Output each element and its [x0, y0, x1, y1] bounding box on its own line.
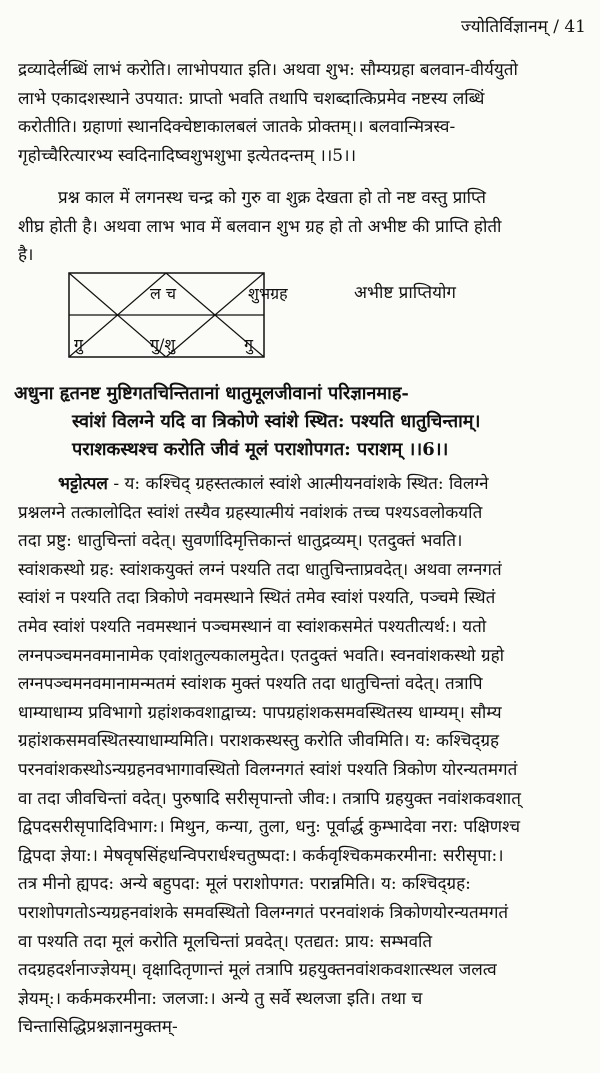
- text-line: द्रव्यादेर्लब्धिं लाभं करोति। लाभोपयात इति। अथवा शुभ: सौम्यग्रहा बलवान-वीर्ययुतो: [18, 60, 518, 80]
- chart-house-label: गु: [74, 335, 84, 354]
- text-line: है।: [18, 245, 34, 266]
- section-heading-block: [14, 380, 594, 464]
- text-line: द्विपदसरीसृपादिविभाग:। मिथुन, कन्या, तुला, धनु: पूर्वार्द्ध कुम्भादेवा नरा: पक्षिणश्च: [18, 817, 521, 838]
- text-line: ग्रहांशकसमवस्थितस्याधाम्यमिति। पराशकस्थस्तु करोति जीवमिति। य: कश्चिद्ग्रह: [18, 731, 500, 752]
- text-line: धाम्याधाम्य प्रविभागो ग्रहांशकवशाद्वाच्य: पापग्रहांशकसमवस्थितस्य धाम्यम्। सौम्य: [18, 702, 502, 723]
- text-line: स्वांशकस्थो ग्रह: स्वांशकयुक्तं लग्नं पश्यति तदा धातुचिन्ताप्रवदेत्। अथवा लग्नगतं: [18, 559, 502, 580]
- chart-house-label: गु/शु: [150, 335, 176, 354]
- text-line: तमेव स्वांशं पश्यति नवमस्थानं पञ्चमस्थानं वा स्वांशकसमेतं पश्यतीत्यर्थ:। यतो: [18, 616, 487, 637]
- text-line: चिन्तासिद्धिप्रश्नज्ञानमुक्तम्-: [18, 1017, 178, 1038]
- text-line: गृहोच्चैरित्यारभ्य स्वदिनादिष्वशुभशुभा इत्येतदन्तम् ।।5।।: [18, 145, 357, 166]
- running-header: ज्योतिर्विज्ञानम् / 41: [460, 17, 586, 37]
- section-heading: अधुना हृतनष्ट मुष्टिगतचिन्तितानां धातुमूलजीवानां परिज्ञानमाह-: [14, 383, 409, 404]
- chart-caption: अभीष्ट प्राप्तियोग: [354, 283, 456, 303]
- text-line: लग्नपञ्चमनवमानामेक एवांशतुल्यकालमुदेत। एतदुक्तं भवति। स्वनवांशकस्थो ग्रहो: [18, 645, 505, 666]
- text-line: करोतीति। ग्रहाणां स्थानदिक्चेष्टाकालबलं जातके प्रोक्तम्।। बलवान्मित्रस्व-: [18, 117, 456, 138]
- verse-line: स्वांशं विलग्ने यदि वा त्रिकोणे स्वांशे स्थित: पश्यति धातुचिन्ताम्।: [72, 411, 481, 432]
- commentary: [18, 470, 588, 1042]
- sanskrit-paragraph: [18, 56, 588, 170]
- text-line: तदा प्रष्टु: धातुचिन्तां वदेत्। सुवर्णादिमृत्तिकान्तं धातुद्रव्यम्। एतदुक्तं भवति।: [18, 531, 463, 552]
- chart-house-label: गु: [244, 335, 254, 354]
- text-line: परनवांशकस्थोऽन्यग्रहनवभागावस्थितो विलग्नगतं स्वांशं पश्यति त्रिकोण योरन्यतमगतं: [18, 759, 518, 780]
- horoscope-chart: [68, 272, 288, 358]
- text-line: प्रश्न काल में लगनस्थ चन्द्र को गुरु वा शुक्र देखता हो तो नष्ट वस्तु प्राप्ति: [58, 188, 486, 208]
- hindi-paragraph: [18, 184, 588, 270]
- chart-house-label: शुभग्रह: [248, 284, 288, 303]
- text-line: लाभे एकादशस्थाने उपयात: प्राप्तो भवति तथापि चशब्दात्किप्रमेव नष्टस्य लब्धिं: [18, 88, 485, 109]
- text-line: तत्र मीनो ह्यपद: अन्ये बहुपदा: मूलं पराशोपगत: परान्नमिति। य: कश्चिद्ग्रह:: [18, 874, 471, 895]
- text-line: तदग्रहदर्शनाज्ज्ञेयम्। वृक्षादितृणान्तं मूलं तत्रापि ग्रहयुक्तनवांशकवशात्स्थल जलत्व: [18, 960, 497, 981]
- text-line: प्रश्नलग्ने तत्कालोदित स्वांशं तस्यैव ग्रहस्यात्मीयं नवांशकं तच्च पश्यऽवलोकयति: [18, 502, 483, 523]
- text-line: लग्नपञ्चमनवमानामन्मतमं स्वांशक मुक्तं पश्यति तदा धातुचिन्तां वदेत्। तत्रापि: [18, 674, 483, 695]
- verse-line: पराशकस्थश्च करोति जीवं मूलं पराशोपगत: पराशम् ।।6।।: [72, 439, 449, 460]
- commentator-name: भट्टोत्पल: [58, 474, 108, 494]
- text-line: ज्ञेयम्:। कर्कमकरमीना: जलजा:। अन्ये तु सर्वे स्थलजा इति। तथा च: [18, 988, 423, 1009]
- chart-house-label: ल च: [150, 284, 177, 303]
- text-line: वा तदा जीवचिन्तां वदेत्। पुरुषादि सरीसृपान्तो जीव:। तत्रापि ग्रहयुक्त नवांशकवशात्: [18, 788, 521, 809]
- text-line: वा पश्यति तदा मूलं करोति मूलचिन्तां प्रवदेत्। एतद्यत: प्राय: सम्भवति: [18, 931, 433, 952]
- text-line: - य: कश्चिद् ग्रहस्तत्कालं स्वांशे आत्मीयनवांशके स्थित: विलग्ने: [107, 474, 489, 494]
- commentary-first-line: [18, 470, 588, 499]
- text-line: द्विपदा ज्ञेया:। मेषवृषसिंहधन्विपरार्धश्चतुष्पदा:। कर्कवृश्चिकमकरमीना: सरीसृपा:।: [18, 845, 504, 866]
- text-line: पराशोपगतोऽन्यग्रहनवांशके समवस्थितो विलग्नगतं परनवांशकं त्रिकोणयोरन्यतमगतं: [18, 902, 509, 923]
- text-line: शीघ्र होती है। अथवा लाभ भाव में बलवान शुभ ग्रह हो तो अभीष्ट की प्राप्ति होती: [18, 216, 502, 237]
- text-line: स्वांशं न पश्यति तदा त्रिकोणे नवमस्थाने स्थितं तमेव स्वांशं पश्यति, पञ्चमे स्थितं: [18, 588, 496, 609]
